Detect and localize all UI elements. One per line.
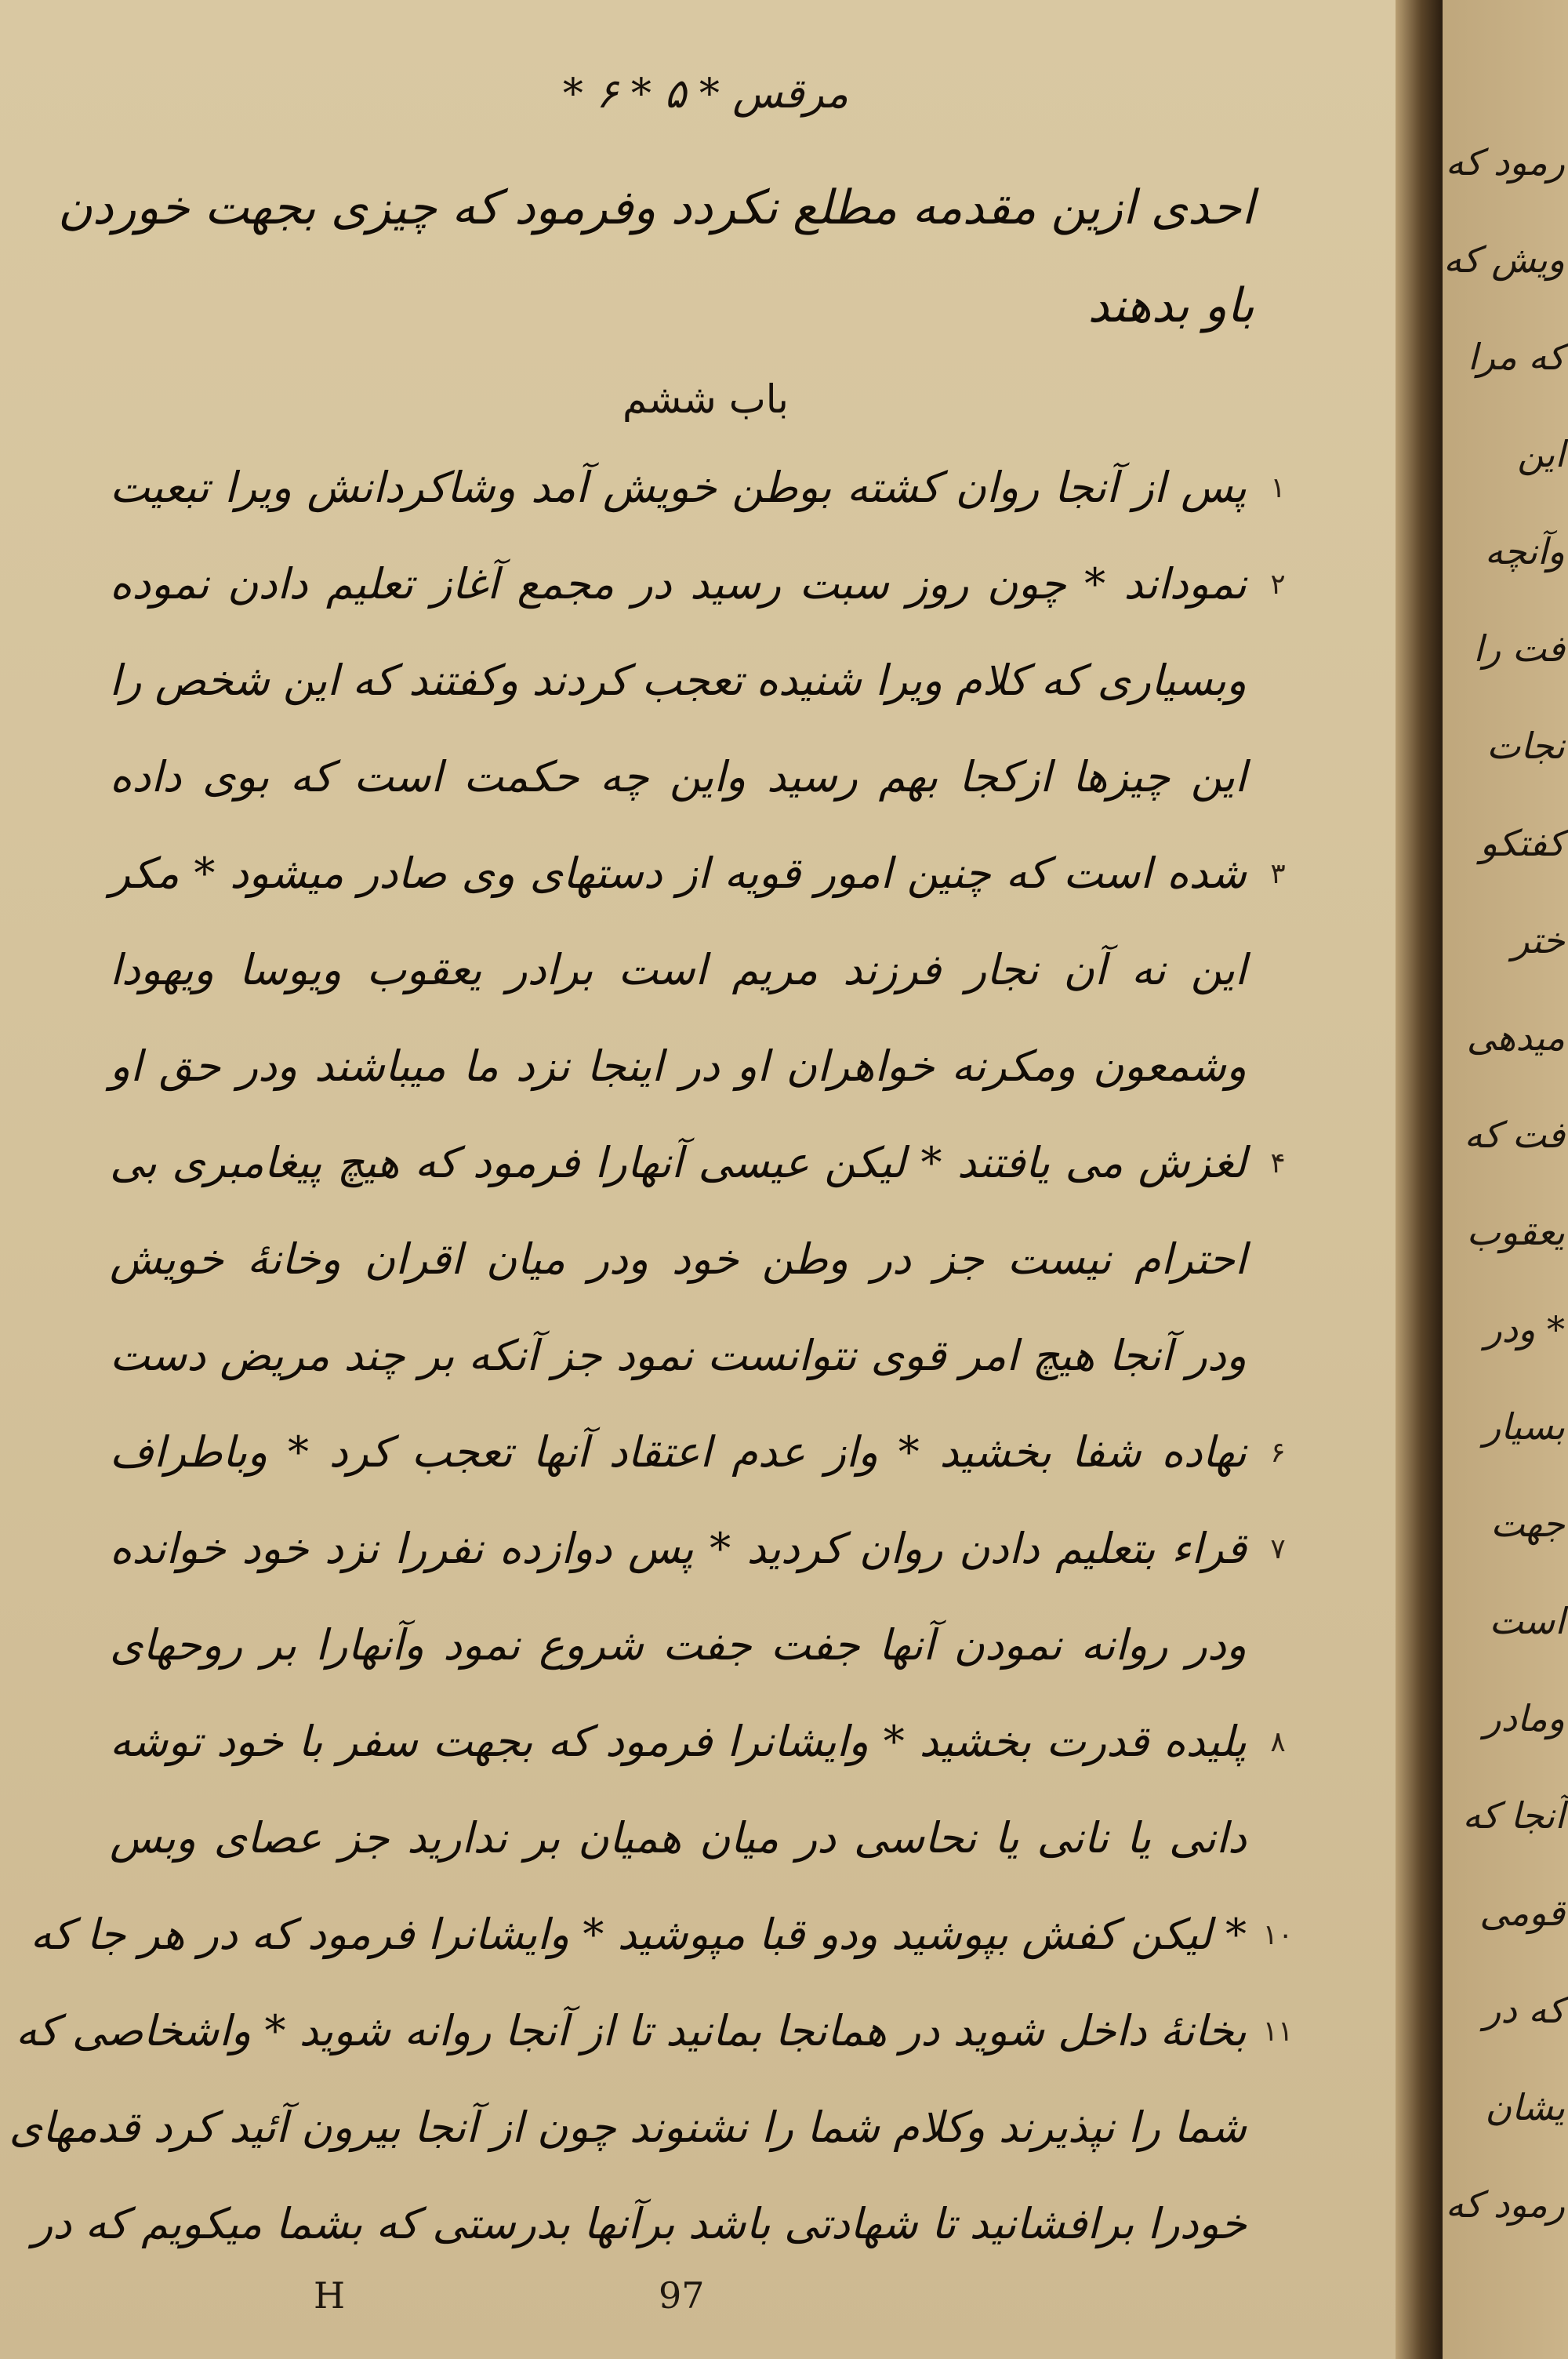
chapter-title: باب ششم	[622, 376, 789, 422]
text-line: خودرا برافشانید تا شهادتی باشد برآنها بدرستی که بشما میکویم که در	[32, 2199, 1247, 2248]
verse-number: ۱۰	[1262, 1919, 1294, 1951]
facing-page-fragment: جهت	[1490, 1503, 1565, 1545]
text-line: لغزش می یافتند * لیکن عیسی آنهارا فرمود که هیچ پیغامبری بی	[110, 1138, 1247, 1187]
facing-page-fragment: ختر	[1512, 919, 1565, 961]
text-line: نهاده شفا بخشید * واز عدم اعتقاد آنها تعجب کرد * وباطراف	[110, 1427, 1247, 1477]
intro-line-1: احدی ازین مقدمه مطلع نکردد وفرمود که چیزی بجهت خوردن	[57, 180, 1254, 235]
facing-page-fragment: قومی	[1479, 1892, 1565, 1934]
text-line: دانی یا نانی یا نحاسی در میان همیان بر ندارید جز عصای وبس	[110, 1813, 1247, 1863]
facing-page-fragment: بسیار	[1483, 1405, 1565, 1448]
facing-page-fragment: میدهی	[1466, 1016, 1565, 1059]
text-line: وشمعون ومکرنه خواهران او در اینجا نزد ما میباشند ودر حق او	[110, 1041, 1247, 1091]
facing-page-fragment: نجات	[1486, 725, 1565, 767]
verse-number: ۱	[1270, 472, 1286, 504]
text-line: شده است که چنین امور قویه از دستهای وی صادر میشود * مکر	[110, 849, 1247, 898]
facing-page-fragment: این	[1517, 433, 1565, 475]
text-line: پلیده قدرت بخشید * وایشانرا فرمود که بجهت سفر با خود توشه	[110, 1717, 1247, 1766]
facing-page-fragment: ویش که	[1443, 238, 1565, 281]
verse-number: ۱۱	[1262, 2016, 1294, 2048]
facing-page-fragment: * ودر	[1484, 1308, 1565, 1350]
facing-page-fragment: فت که	[1464, 1114, 1565, 1156]
facing-page-edge	[1443, 0, 1568, 2359]
verse-number: ۶	[1270, 1437, 1286, 1469]
text-line: ودر روانه نمودن آنها جفت جفت شروع نمود وآنهارا بر روحهای	[110, 1620, 1247, 1670]
intro-line-2: باو بدهند	[1087, 278, 1254, 333]
text-line: ودر آنجا هیچ امر قوی نتوانست نمود جز آنکه بر چند مریض دست	[110, 1331, 1247, 1380]
text-line: احترام نیست جز در وطن خود ودر میان اقران وخانهٔ خویش	[110, 1234, 1247, 1284]
text-line: این چیزها ازکجا بهم رسید واین چه حکمت است که بوی داده	[110, 752, 1247, 801]
book-gutter	[1396, 0, 1443, 2359]
verse-number: ۸	[1270, 1726, 1286, 1758]
text-line: قراء بتعلیم دادن روان کردید * پس دوازده نفررا نزد خود خوانده	[110, 1524, 1247, 1573]
facing-page-fragment: فت را	[1473, 627, 1565, 670]
text-line: وبسیاری که کلام ویرا شنیده تعجب کردند وکفتند که این شخص را	[109, 656, 1247, 705]
text-line: بخانهٔ داخل شوید در همانجا بمانید تا از آنجا روانه شوید * واشخاصی که	[15, 2006, 1247, 2055]
printer-signature: H	[314, 2274, 346, 2317]
text-line: * لیکن کفش بپوشید ودو قبا مپوشید * وایشانرا فرمود که در هر جا که	[30, 1910, 1247, 1959]
text-line: این نه آن نجار فرزند مریم است برادر یعقوب ویوسا ویهودا	[110, 945, 1247, 994]
facing-page-fragment: آنجا که	[1462, 1794, 1565, 1837]
facing-page-fragment: رمود که	[1445, 141, 1565, 184]
text-line: نموداند * چون روز سبت رسید در مجمع آغاز تعلیم دادن نموده	[110, 559, 1247, 609]
text-line: شما را نپذیرند وکلام شما را نشنوند چون از آنجا بیرون آئید کرد قدمهای	[9, 2103, 1247, 2152]
facing-page-fragment: که در	[1483, 1989, 1565, 2031]
facing-page-fragment: وآنچه	[1484, 530, 1565, 572]
facing-page-fragment: یعقوب	[1466, 1211, 1565, 1253]
page-number: 97	[659, 2274, 705, 2317]
verse-number: ۴	[1270, 1147, 1286, 1180]
facing-page-fragment: یشان	[1485, 2086, 1565, 2128]
verse-number: ۲	[1270, 569, 1286, 601]
facing-page-fragment: که مرا	[1468, 336, 1565, 378]
text-line: پس از آنجا روان کشته بوطن خویش آمد وشاکردانش ویرا تبعیت	[110, 463, 1247, 512]
facing-page-fragment: است	[1489, 1600, 1565, 1642]
verse-number: ۳	[1270, 858, 1286, 890]
facing-page-fragment: رمود که	[1445, 2183, 1565, 2226]
verse-number: ۷	[1270, 1533, 1286, 1565]
running-header: مرقس * ۵ * ۶ *	[562, 71, 849, 118]
facing-page-fragment: ومادر	[1483, 1697, 1565, 1739]
facing-page-fragment: کفتکو	[1479, 822, 1565, 864]
